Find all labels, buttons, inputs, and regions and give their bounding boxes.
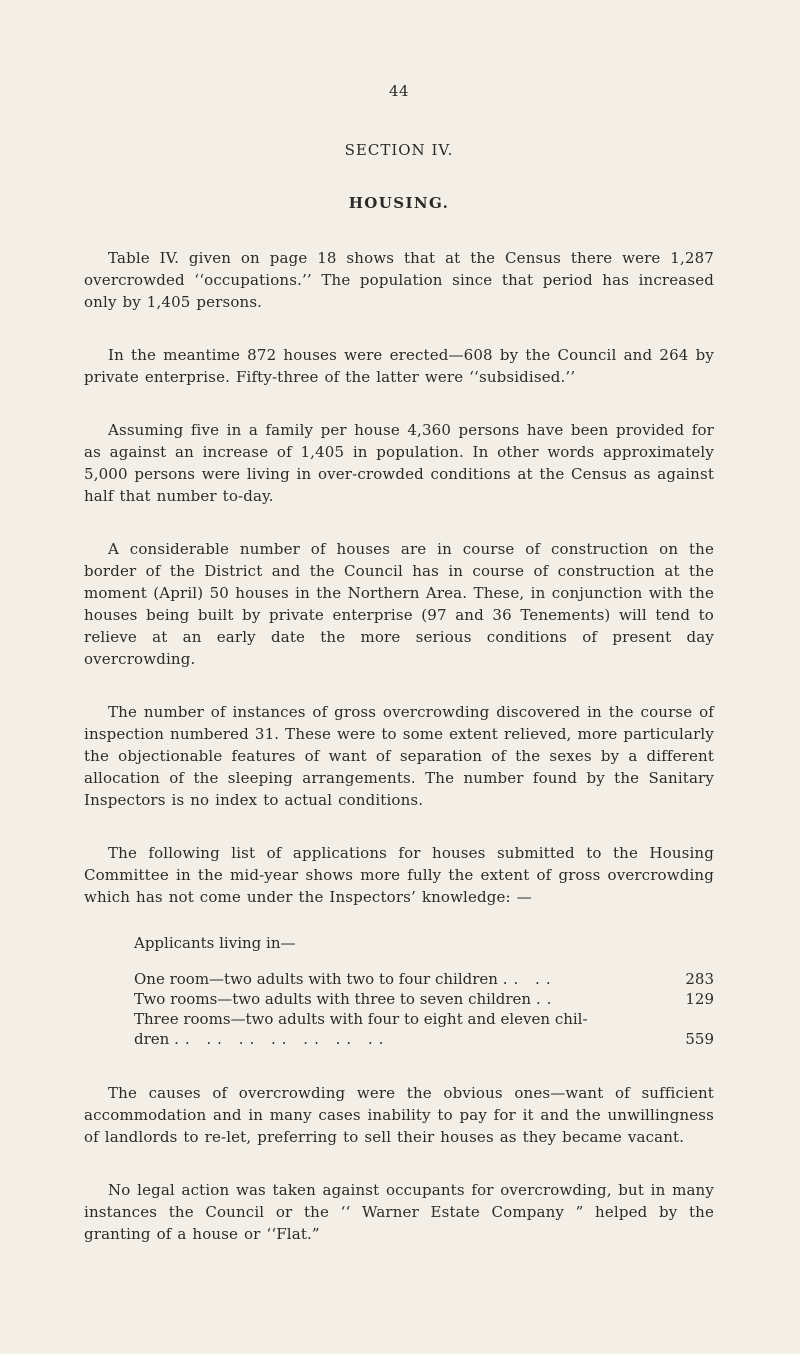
paragraph-census: Table IV. given on page 18 shows that at the Census there were 1,287 overcrowded ‘‘occupations.’’ The population since that period has increased only by 1,405 persons.	[84, 249, 714, 311]
page-number: 44	[388, 82, 410, 100]
paragraph-houses-erected: In the meantime 872 houses were erected—608 by the Council and 264 by private enterprise. Fifty-three of the latter were ‘‘subsidised.’’	[84, 346, 714, 386]
table-row	[134, 1009, 714, 1029]
leader-dots: .. ..	[502, 970, 557, 988]
leader-dots: ..	[535, 990, 558, 1008]
paragraph-construction: A considerable number of houses are in course of construction on the border of the District and the Council has in course of construction at the moment (April) 50 houses in the Northern Area. These, in conjunction with the houses being built by private enterprise (97 and 36 Tenements) will tend to relieve at an early date the more serious conditions of present day overcrowding.	[84, 540, 714, 668]
table-row	[134, 989, 714, 1009]
section-subtitle: HOUSING.	[348, 194, 450, 212]
table-cell-label	[134, 969, 664, 989]
table-cell-label	[134, 989, 664, 1009]
table-row	[134, 1029, 714, 1049]
document-page	[84, 82, 714, 1276]
table-row	[134, 969, 714, 989]
row-label: One room—two adults with two to four children	[134, 970, 498, 988]
table-cell-value	[664, 1009, 714, 1029]
table-cell-label	[134, 1029, 664, 1049]
leader-dots: .. .. .. .. .. .. ..	[174, 1030, 390, 1048]
paragraph-population-estimate: Assuming five in a family per house 4,360 persons have been provided for as against an increase of 1,405 in population. In other words approximately 5,000 persons were living in over-crowded conditions at the Census as against half that number to-day.	[84, 421, 714, 505]
paragraph-causes: The causes of overcrowding were the obvious ones—want of sufficient accommodation and in many cases inability to pay for it and the unwillingness of landlords to re-let, preferring to sell their houses as they became vacant.	[84, 1084, 714, 1146]
applicants-table	[134, 969, 714, 1049]
applicants-heading: Applicants living in—	[134, 934, 296, 952]
table-cell-value: 129	[685, 990, 714, 1008]
table-cell-value: 559	[685, 1030, 714, 1048]
row-label: dren	[134, 1030, 170, 1048]
paragraph-applications-intro: The following list of applications for houses submitted to the Housing Committee in the mid-year shows more fully the extent of gross overcrowding which has not come under the Inspectors’ knowledge: —	[84, 844, 714, 906]
row-label: Three rooms—two adults with four to eight and eleven chil-	[134, 1010, 588, 1028]
row-label: Two rooms—two adults with three to seven children	[134, 990, 532, 1008]
paragraph-gross-overcrowding: The number of instances of gross overcrowding discovered in the course of inspection numbered 31. These were to some extent relieved, more particularly the objectionable features of want of separation of the sexes by a different allocation of the sleeping arrangements. The number found by the Sanitary Inspectors is no index to actual conditions.	[84, 703, 714, 809]
table-cell-label	[134, 1009, 664, 1029]
paragraph-legal-action: No legal action was taken against occupants for overcrowding, but in many instances the Council or the ‘‘ Warner Estate Company ” helped by the granting of a house or ‘‘Flat.”	[84, 1181, 714, 1243]
section-title: SECTION IV.	[344, 141, 454, 159]
table-cell-value: 283	[685, 970, 714, 988]
